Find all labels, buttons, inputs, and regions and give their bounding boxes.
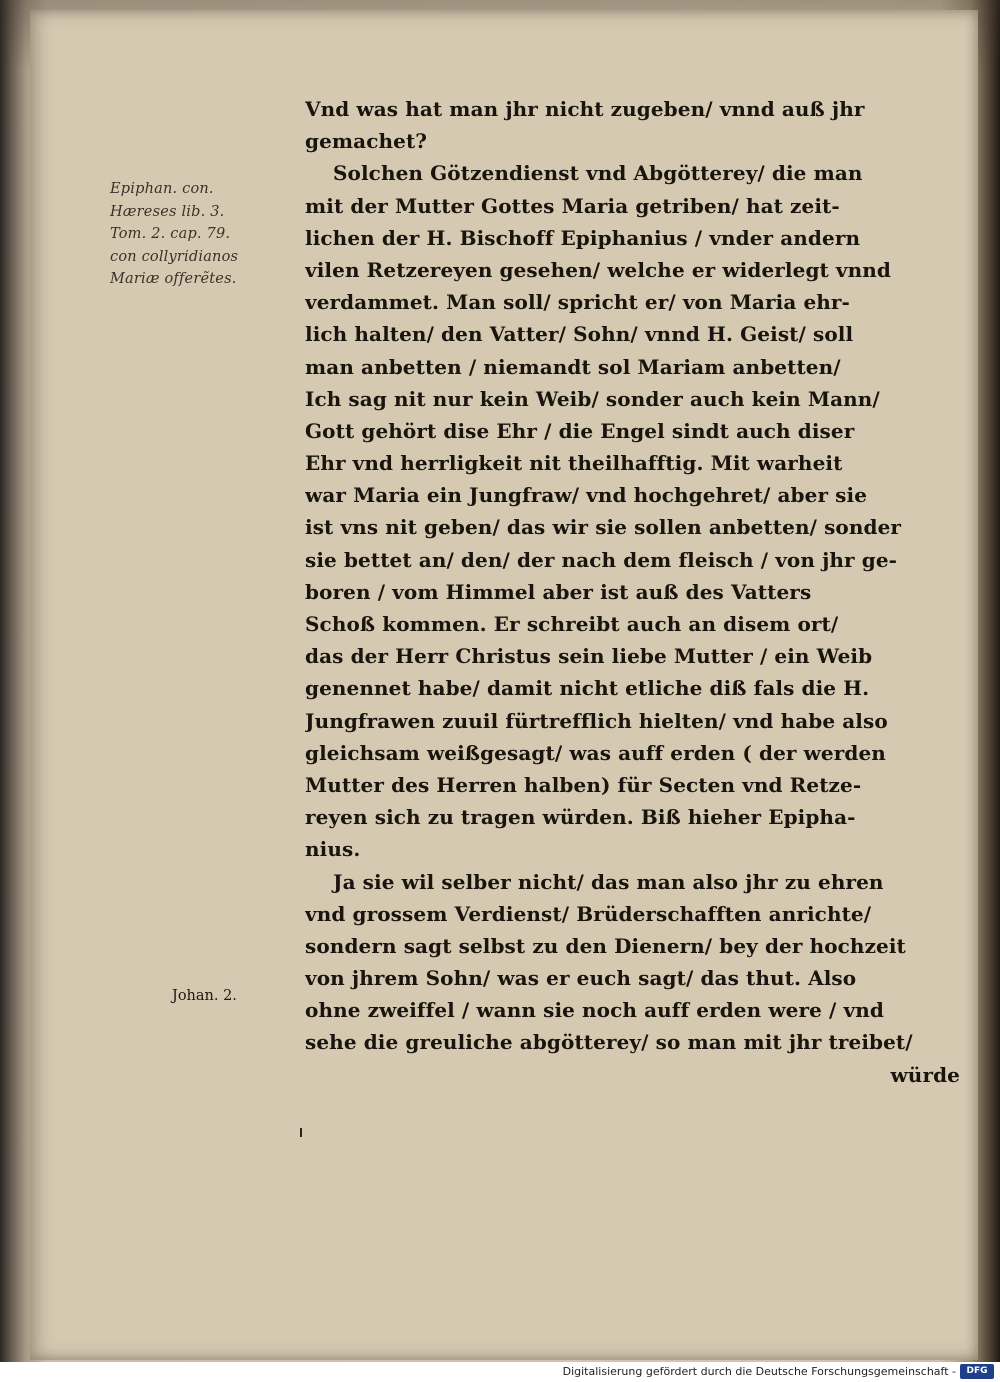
text-line: von jhrem Sohn/ was er euch sagt/ das thut. Also bbox=[305, 966, 857, 991]
text-line: Ja sie wil selber nicht/ das man also jhr zu ehren bbox=[333, 869, 884, 894]
text-line: Mutter des Herren halben) für Secten vnd Retze- bbox=[305, 772, 862, 797]
text-line: man anbetten / niemandt sol Mariam anbetten/ bbox=[305, 354, 841, 379]
body-text bbox=[305, 93, 960, 1091]
text-line: lich halten/ den Vatter/ Sohn/ vnnd H. Geist/ soll bbox=[305, 322, 854, 347]
text-line: boren / vom Himmel aber ist auß des Vatters bbox=[305, 579, 812, 604]
text-line: Gott gehört dise Ehr / die Engel sindt auch diser bbox=[305, 418, 855, 443]
text-line: mit der Mutter Gottes Maria getriben/ hat zeit- bbox=[305, 193, 840, 218]
text-line: war Maria ein Jungfraw/ vnd hochgehret/ aber sie bbox=[305, 483, 868, 508]
margin-note-line: Hæreses lib. 3. bbox=[110, 203, 225, 220]
text-line: Ich sag nit nur kein Weib/ sonder auch kein Mann/ bbox=[305, 386, 880, 411]
text-line: Vnd was hat man jhr nicht zugeben/ vnnd auß jhr bbox=[305, 97, 865, 121]
margin-note-line: Epiphan. con. bbox=[110, 181, 214, 197]
catchword: würde bbox=[890, 1062, 960, 1087]
text-line: Schoß kommen. Er schreibt auch an disem ort/ bbox=[305, 612, 839, 636]
text-line: sehe die greuliche abgötterey/ so man mit jhr treibet/ bbox=[305, 1030, 913, 1055]
text-line: genennet habe/ damit nicht etliche diß fals die H. bbox=[305, 676, 870, 701]
footer-bar bbox=[0, 1362, 1000, 1382]
text-line: Solchen Götzendienst vnd Abgötterey/ die man bbox=[333, 161, 863, 186]
margin-note-line: con collyridianos bbox=[110, 248, 239, 265]
dfg-logo-icon[interactable]: DFG bbox=[960, 1364, 994, 1379]
text-line: sondern sagt selbst zu den Dienern/ bey der hochzeit bbox=[305, 933, 906, 958]
text-line: lichen der H. Bischoff Epiphanius / vnder andern bbox=[305, 225, 861, 250]
ink-mark bbox=[300, 1128, 302, 1137]
margin-notes bbox=[110, 178, 300, 291]
text-line: Jungfrawen zuuil fürtrefflich hielten/ vnd habe also bbox=[305, 708, 888, 733]
margin-reference: Johan. 2. bbox=[172, 988, 237, 1004]
funding-credit: Digitalisierung gefördert durch die Deutsche Forschungsgemeinschaft - bbox=[562, 1365, 956, 1378]
text-line: verdammet. Man soll/ spricht er/ von Maria ehr- bbox=[305, 290, 850, 315]
text-line: ist vns nit geben/ das wir sie sollen anbetten/ sonder bbox=[305, 515, 902, 540]
margin-note-line: Tom. 2. cap. 79. bbox=[110, 226, 231, 242]
text-line: gleichsam weißgesagt/ was auff erden ( der werden bbox=[305, 740, 886, 765]
text-line: ohne zweiffel / wann sie noch auff erden were / vnd bbox=[305, 998, 884, 1023]
text-line: Ehr vnd herrligkeit nit theilhafftig. Mit warheit bbox=[305, 451, 843, 476]
text-line: vilen Retzereyen gesehen/ welche er widerlegt vnnd bbox=[305, 257, 892, 282]
text-line: gemachet? bbox=[305, 129, 428, 154]
text-line: das der Herr Christus sein liebe Mutter / ein Weib bbox=[305, 644, 873, 669]
text-line: nius. bbox=[305, 837, 361, 862]
margin-note-line: Mariæ offerẽtes. bbox=[110, 271, 237, 287]
text-line: sie bettet an/ den/ der nach dem fleisch / von jhr ge- bbox=[305, 547, 898, 572]
text-line: reyen sich zu tragen würden. Biß hieher Epipha- bbox=[305, 805, 856, 830]
text-line: vnd grossem Verdienst/ Brüderschafften anrichte/ bbox=[305, 901, 872, 926]
